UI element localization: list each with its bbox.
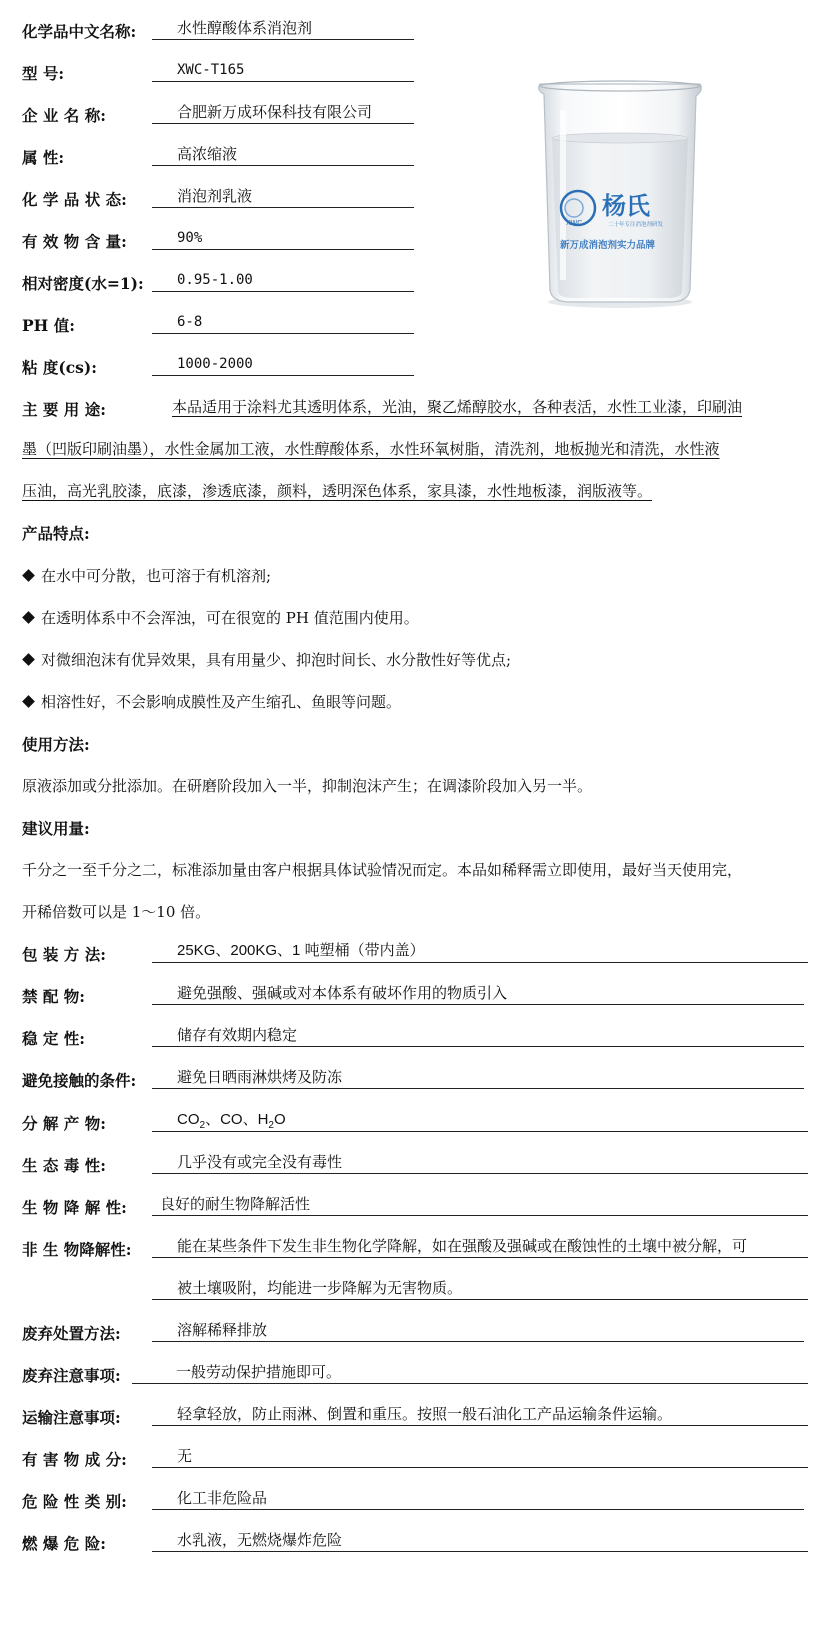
- slogan-text: 新万成消泡剂实力品牌: [560, 240, 656, 251]
- safety-label-fire-hazard: 燃 爆 危 险:: [22, 1534, 106, 1553]
- brand-text: 杨氏: [602, 191, 650, 220]
- safety-value-ecotoxicity: 几乎没有或完全没有毒性: [152, 1152, 808, 1174]
- usage-line-2: 墨（凹版印刷油墨），水性金属加工液，水性醇酸体系，水性环氧树脂，清洗剂，地板抛光和清洗，水性液: [22, 440, 720, 458]
- feature-item: 相溶性好，不会影响成膜性及产生缩孔、鱼眼等问题。: [22, 691, 401, 712]
- dosage-line-2: 开稀倍数可以是 1～10 倍。: [22, 903, 211, 921]
- spec-label-model: 型 号:: [22, 64, 65, 83]
- safety-value-hazard-class: 化工非危险品: [152, 1488, 804, 1510]
- safety-value-abiotic-1: 能在某些条件下发生非生物化学降解，如在强酸及强碱或在酸蚀性的土壤中被分解，可: [152, 1236, 808, 1258]
- spec-label-company: 企 业 名 称:: [22, 106, 106, 125]
- spec-label-ph: PH 值:: [22, 316, 75, 335]
- spec-label-content: 有 效 物 含 量:: [22, 232, 127, 251]
- spec-value-content: 90%: [152, 228, 414, 250]
- spec-label-density: 相对密度(水=1):: [22, 274, 144, 293]
- safety-value-stability: 储存有效期内稳定: [152, 1025, 804, 1047]
- bullet-diamond-icon: [22, 569, 35, 582]
- method-text: 原液添加或分批添加。在研磨阶段加入一半，抑制泡沫产生；在调漆阶段加入另一半。: [22, 777, 593, 795]
- bullet-diamond-icon: [22, 695, 35, 708]
- spec-label-state: 化 学 品 状 态:: [22, 190, 127, 209]
- safety-value-transport: 轻拿轻放，防止雨淋、倒置和重压。按照一般石油化工产品运输条件运输。: [152, 1404, 808, 1426]
- usage-line-1: 本品适用于涂料尤其透明体系，光油，聚乙烯醇胶水，各种表活，水性工业漆，印刷油: [172, 398, 743, 416]
- safety-label-hazardous: 有 害 物 成 分:: [22, 1450, 127, 1469]
- safety-label-decomposition: 分 解 产 物:: [22, 1114, 106, 1133]
- safety-label-stability: 稳 定 性:: [22, 1029, 86, 1048]
- safety-value-disposal-notes: 一般劳动保护措施即可。: [132, 1362, 808, 1384]
- feature-item: 在水中可分散，也可溶于有机溶剂;: [22, 565, 271, 586]
- dosage-line-1: 千分之一至千分之二，标准添加量由客户根据具体试验情况而定。本品如稀释需立即使用，最好当天使用完，: [22, 861, 743, 879]
- spec-value-viscosity: 1000-2000: [152, 354, 414, 376]
- safety-label-biodegradability: 生 物 降 解 性:: [22, 1198, 127, 1217]
- safety-label-incompatible: 禁 配 物:: [22, 987, 86, 1006]
- safety-label-transport: 运输注意事项:: [22, 1408, 121, 1427]
- safety-label-packaging: 包 装 方 法:: [22, 945, 106, 964]
- safety-value-abiotic-2: 被土壤吸附，均能进一步降解为无害物质。: [152, 1278, 808, 1300]
- spec-value-density: 0.95-1.00: [152, 270, 414, 292]
- safety-label-abiotic: 非 生 物降解性:: [22, 1240, 132, 1259]
- spec-value-model: XWC-T165: [152, 60, 414, 82]
- spec-value-name: 水性醇酸体系消泡剂: [152, 18, 414, 40]
- safety-value-incompatible: 避免强酸、强碱或对本体系有破坏作用的物质引入: [152, 983, 804, 1005]
- spec-value-state: 消泡剂乳液: [152, 186, 414, 208]
- spec-value-property: 高浓缩液: [152, 144, 414, 166]
- features-title: 产品特点:: [22, 524, 90, 543]
- dosage-title: 建议用量:: [22, 819, 90, 838]
- safety-value-decomposition: $CO_2$、CO、$H_2O$: [152, 1110, 808, 1132]
- bullet-diamond-icon: [22, 611, 35, 624]
- safety-value-fire-hazard: 水乳液，无燃烧爆炸危险: [152, 1530, 808, 1552]
- spec-label-name: 化学品中文名称:: [22, 22, 137, 41]
- tagline-text: 二十年专注消泡剂研发: [608, 222, 664, 228]
- safety-value-hazardous: 无: [152, 1446, 808, 1468]
- logo-text: XWC: [566, 220, 583, 227]
- safety-label-ecotoxicity: 生 态 毒 性:: [22, 1156, 106, 1175]
- safety-label-avoid: 避免接触的条件:: [22, 1071, 137, 1090]
- usage-line-3: 压油，高光乳胶漆，底漆，渗透底漆，颜料，透明深色体系，家具漆，水性地板漆，润版液等。: [22, 482, 653, 500]
- spec-value-ph: 6-8: [152, 312, 414, 334]
- safety-value-disposal: 溶解稀释排放: [152, 1320, 804, 1342]
- feature-item: 对微细泡沫有优异效果，具有用量少、抑泡时间长、水分散性好等优点;: [22, 649, 511, 670]
- product-beaker-image: [530, 80, 710, 310]
- safety-label-disposal-notes: 废弃注意事项:: [22, 1366, 121, 1385]
- method-title: 使用方法:: [22, 735, 90, 754]
- safety-label-hazard-class: 危 险 性 类 别:: [22, 1492, 127, 1511]
- spec-label-property: 属 性:: [22, 148, 65, 167]
- spec-value-company: 合肥新万成环保科技有限公司: [152, 102, 414, 124]
- usage-label: 主 要 用 途:: [22, 400, 106, 419]
- safety-value-avoid: 避免日晒雨淋烘烤及防冻: [152, 1067, 804, 1089]
- feature-item: 在透明体系中不会浑浊，可在很宽的 PH 值范围内使用。: [22, 607, 419, 628]
- safety-value-packaging: 25KG、200KG、1 吨塑桶（带内盖）: [152, 941, 808, 963]
- safety-label-disposal: 废弃处置方法:: [22, 1324, 121, 1343]
- spec-label-viscosity: 粘 度(cs):: [22, 358, 97, 377]
- safety-value-biodegradability: 良好的耐生物降解活性: [152, 1194, 808, 1216]
- bullet-diamond-icon: [22, 653, 35, 666]
